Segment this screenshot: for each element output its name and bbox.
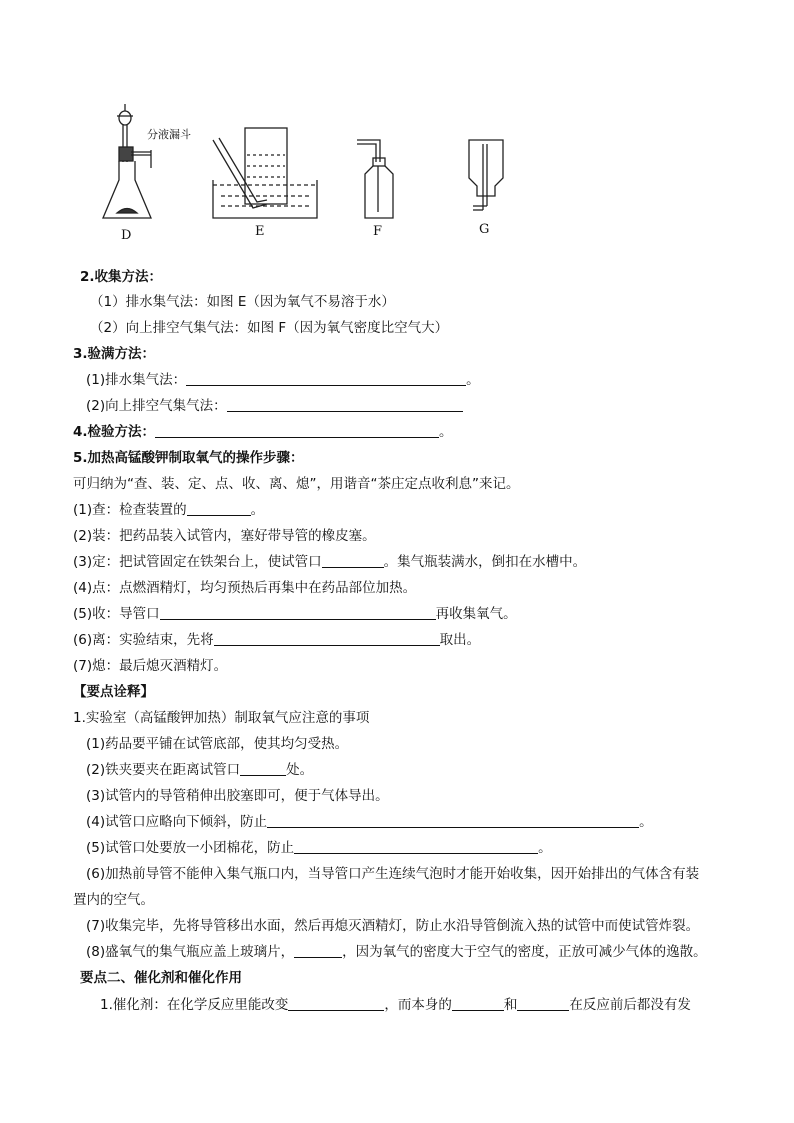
answer-blank[interactable] xyxy=(517,996,569,1011)
text: 。集气瓶装满水，倒扣在水槽中。 xyxy=(383,554,587,570)
apparatus-figures xyxy=(95,100,555,250)
heading-collection-method: 2.收集方法： xyxy=(80,269,163,285)
answer-blank[interactable] xyxy=(452,996,504,1011)
full-check-2 xyxy=(86,397,463,415)
text: ，因为氧气的密度大于空气的密度，正放可减少气体的逸散。 xyxy=(342,944,707,960)
note-4 xyxy=(86,813,653,831)
figure-label-f: F xyxy=(373,224,383,239)
text: 再收集氧气。 xyxy=(435,606,517,622)
heading-key-notes: 【要点诠释】 xyxy=(73,684,154,700)
text: 4.检验方法： xyxy=(73,424,156,440)
text: (3)定：把试管固定在铁架台上，使试管口 xyxy=(73,554,322,570)
step-check xyxy=(73,501,264,519)
answer-blank[interactable] xyxy=(322,553,384,568)
note-1: (1)药品要平铺在试管底部，使其均匀受热。 xyxy=(86,736,349,752)
procedure-mnemonic: 可归纳为“查、装、定、点、收、离、熄”，用谐音“茶庄定点收利息”来记。 xyxy=(73,476,520,492)
text: (2)向上排空气集气法： xyxy=(86,398,227,414)
collection-method-2: （2）向上排空气集气法：如图 F（因为氧气密度比空气大） xyxy=(90,320,449,336)
text: 。 xyxy=(439,424,453,440)
figure-label-d: D xyxy=(121,228,132,243)
heading-procedure: 5.加热高锰酸钾制取氧气的操作步骤： xyxy=(73,450,304,466)
answer-blank[interactable] xyxy=(294,943,342,958)
text: 。 xyxy=(538,840,552,856)
note-8 xyxy=(86,943,707,961)
text: (5)试管口处要放一小团棉花，防止 xyxy=(86,840,295,856)
text: ，而本身的 xyxy=(384,997,452,1013)
text: (1)排水集气法： xyxy=(86,372,187,388)
answer-blank[interactable] xyxy=(227,397,463,412)
note-5 xyxy=(86,839,552,857)
note-6-line1: (6)加热前导管不能伸入集气瓶口内，当导管口产生连续气泡时才能开始收集，因开始排出的气体含有装 xyxy=(86,866,700,882)
answer-blank[interactable] xyxy=(267,813,639,828)
text: 1.催化剂：在化学反应里能改变 xyxy=(100,997,289,1013)
text: (5)收：导管口 xyxy=(73,606,160,622)
heading-catalyst: 要点二、催化剂和催化作用 xyxy=(80,970,242,986)
step-remove xyxy=(73,631,480,649)
full-check-1 xyxy=(86,371,480,389)
note-heading: 1.实验室（高锰酸钾加热）制取氧气应注意的事项 xyxy=(73,710,370,726)
answer-blank[interactable] xyxy=(160,605,436,620)
step-fix xyxy=(73,553,586,571)
catalyst-definition xyxy=(100,996,691,1014)
step-extinguish: (7)熄：最后熄灭酒精灯。 xyxy=(73,658,228,674)
note-6-line2: 置内的空气。 xyxy=(73,892,154,908)
text: (6)离：实验结束，先将 xyxy=(73,632,214,648)
test-method xyxy=(73,423,453,441)
text: (4)试管口应略向下倾斜，防止 xyxy=(86,814,268,830)
text: 。 xyxy=(639,814,653,830)
note-2 xyxy=(86,761,313,779)
text: 。 xyxy=(466,372,480,388)
answer-blank[interactable] xyxy=(186,371,466,386)
answer-blank[interactable] xyxy=(294,839,538,854)
text: (1)查：检查装置的 xyxy=(73,502,187,518)
text: 。 xyxy=(250,502,265,518)
note-3: (3)试管内的导管稍伸出胶塞即可，便于气体导出。 xyxy=(86,788,389,804)
figure-label-e: E xyxy=(255,224,265,239)
step-collect xyxy=(73,605,517,623)
answer-blank[interactable] xyxy=(240,761,286,776)
answer-blank[interactable] xyxy=(187,501,251,516)
figure-f-bottle xyxy=(357,140,393,218)
note-7: (7)收集完毕，先将导管移出水面，然后再熄灭酒精灯，防止水沿导管倒流入热的试管中而使试管炸裂。 xyxy=(86,918,700,934)
text: (8)盛氧气的集气瓶应盖上玻璃片， xyxy=(86,944,295,960)
collection-method-1: （1）排水集气法：如图 E（因为氧气不易溶于水） xyxy=(90,294,395,310)
figure-e-trough xyxy=(213,128,317,218)
step-light: (4)点：点燃酒精灯，均匀预热后再集中在药品部位加热。 xyxy=(73,580,417,596)
text: (2)铁夹要夹在距离试管口 xyxy=(86,762,241,778)
figure-d-flask xyxy=(103,104,151,218)
figure-g-bottle xyxy=(469,140,503,210)
text: 和 xyxy=(503,997,518,1013)
figure-label-g: G xyxy=(479,222,490,237)
answer-blank[interactable] xyxy=(214,631,440,646)
answer-blank[interactable] xyxy=(155,423,439,438)
text: 在反应前后都没有发 xyxy=(569,997,691,1013)
funnel-label: 分液漏斗 xyxy=(147,128,191,141)
answer-blank[interactable] xyxy=(288,996,384,1011)
step-load: (2)装：把药品装入试管内，塞好带导管的橡皮塞。 xyxy=(73,528,376,544)
text: 取出。 xyxy=(439,632,481,648)
heading-full-check: 3.验满方法： xyxy=(73,346,156,362)
text: 处。 xyxy=(286,762,314,778)
